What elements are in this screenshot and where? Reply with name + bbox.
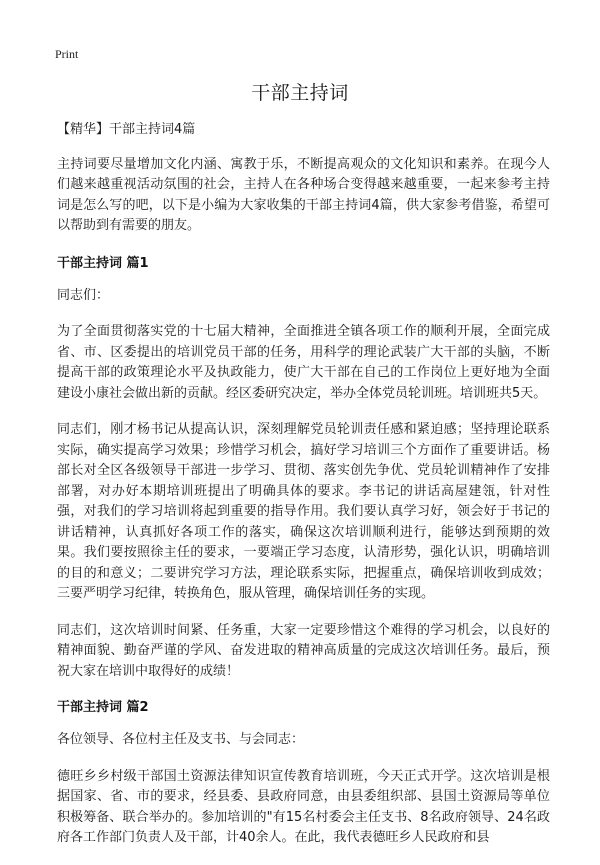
section-1 (57, 254, 550, 683)
document-body (57, 120, 550, 865)
section-heading: 干部主持词 篇2 (57, 700, 149, 715)
section-paragraph: 同志们，刚才杨书记从提高认识，深刻理解党员轮训责任感和紧迫感；坚持理论联系实际，确实提高学习效果；珍惜学习机会，搞好学习培训三个方面作了重要讲话。杨部长对全区各级领导干部进一步学习、贯彻、落实创先争优、党员轮训精神作了安排部署，对办好本期培训班提出了明确具体的要求。李书记的讲话高屋建瓴，针对性强，对我们的学习培训将起到重要的指导作用。我们要认真学习好，领会好于书记的讲话精神，认真抓好各项工作的落实，确保这次培训顺利进行，能够达到预期的效果。我们要按照徐主任的要求，一要端正学习态度，认清形势，强化认识，明确培训的目的和意义；二要讲究学习方法，理论联系实际，把握重点，确保培训收到成效；三要严明学习纪律，转换角色，服从管理，确保培训任务的实现。 (57, 422, 550, 601)
section-paragraph: 为了全面贯彻落实党的十七届大精神，全面推进全镇各项工作的顺利开展，全面完成省、市、区委提出的培训党员干部的任务，用科学的理论武装广大干部的头脑，不断提高干部的政策理论水平及执政能力，使广大干部在自己的工作岗位上更好地为全面建设小康社会做出新的贡献。经区委研究决定，举办全体党员轮训班。培训班共5天。 (57, 324, 550, 401)
intro-paragraph: 主持词要尽量增加文化内涵、寓教于乐，不断提高观众的文化知识和素养。在现今人们越来越重视活动氛围的社会，主持人在各种场合变得越来越重要，一起来参考主持词是怎么写的吧，以下是小编为大家收集的干部主持词4篇，供大家参考借鉴，希望可以帮助到有需要的朋友。 (57, 156, 550, 233)
page-title: 干部主持词 (251, 82, 349, 104)
section-greeting: 各位领导、各位村主任及支书、与会同志： (57, 732, 305, 747)
print-link[interactable]: Print (55, 47, 79, 61)
section-paragraph: 同志们，这次培训时间紧、任务重，大家一定要珍惜这个难得的学习机会，以良好的精神面貌、勤奋严谨的学风、奋发进取的精神高质量的完成这次培训任务。最后，预祝大家在培训中取得好的成绩！ (57, 622, 550, 679)
section-2 (57, 698, 550, 849)
section-paragraph: 德旺乡乡村级干部国土资源法律知识宣传教育培训班，今天正式开学。这次培训是根据国家、省、市的要求，经县委、县政府同意，由县委组织部、县国土资源局等单位积极筹备、联合举办的。参加培训的"有15名村委会主任支书、8名政府领导、24名政府各工作部门负责人及干部，计40余人。在此，我代表德旺乡人民政府和县 (57, 768, 550, 845)
section-greeting: 同志们： (57, 287, 110, 303)
section-heading: 干部主持词 篇1 (57, 255, 149, 271)
document-subtitle: 【精华】干部主持词4篇 (57, 122, 196, 137)
